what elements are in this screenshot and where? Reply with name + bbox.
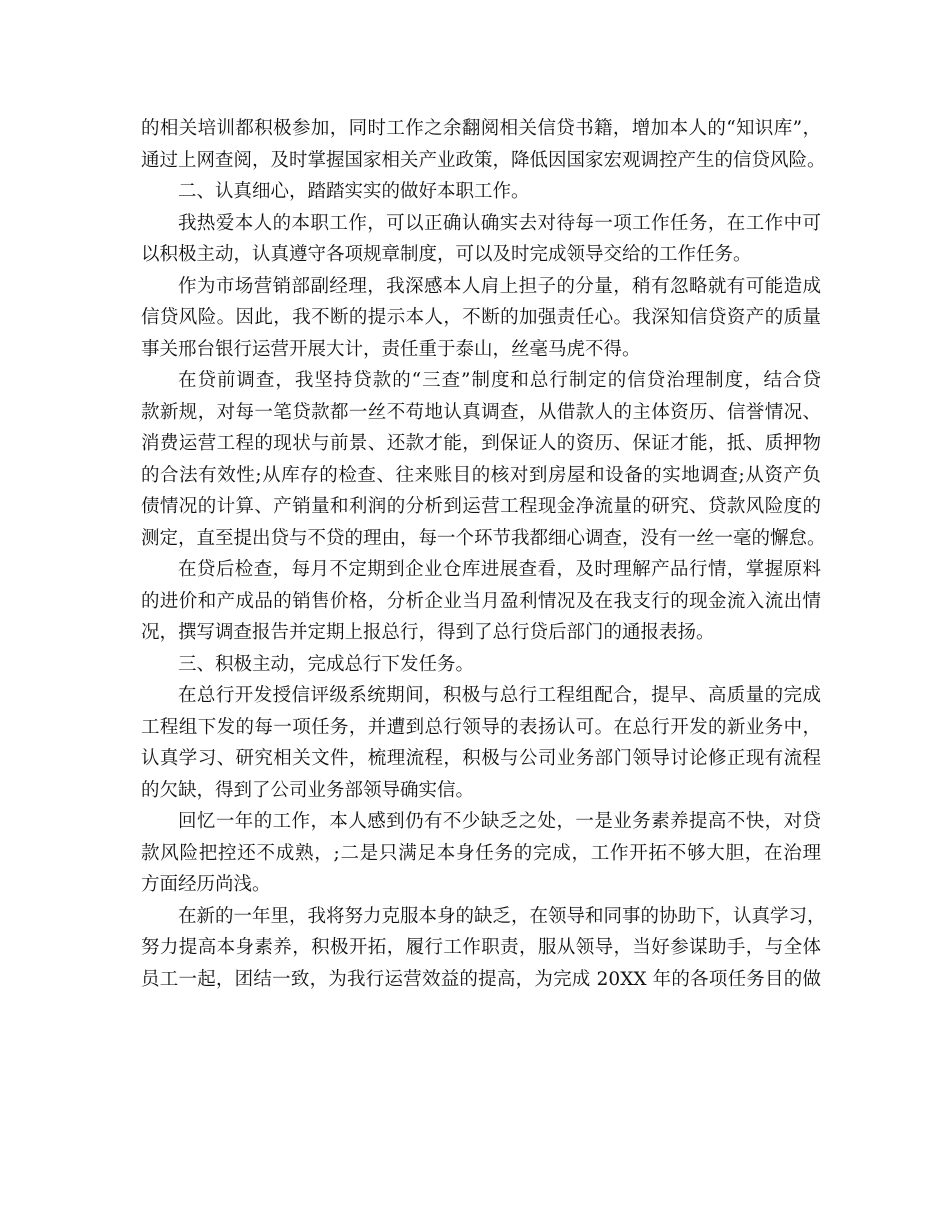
text-line: 作为市场营销部副经理，我深感本人肩上担子的分量，稍有忽略就有可能造成 (178, 275, 821, 297)
text-line: 的欠缺，得到了公司业务部领导确实信。 (141, 779, 475, 801)
text-line: 的相关培训都积极参加，同时工作之余翻阅相关信贷书籍，增加本人的“知识库”， (141, 118, 821, 139)
text-line: 在贷前调查，我坚持贷款的“三查”制度和总行制定的信贷治理制度，结合贷 (178, 370, 821, 391)
text-line: 的进价和产成品的销售价格，分析企业当月盈利情况及在我支行的现金流入流出情 (141, 590, 821, 612)
text-line: 在新的一年里，我将努力克服本身的缺乏，在领导和同事的协助下，认真学习， (178, 905, 826, 927)
text-line: 以积极主动，认真遵守各项规章制度，可以及时完成领导交给的工作任务。 (141, 244, 752, 265)
text-line: 认真学习、研究相关文件，梳理流程，积极与公司业务部门领导讨论修正现有流程 (141, 748, 821, 769)
text-line: 员工一起，团结一致，为我行运营效益的提高，为完成 20XX 年的各项任务目的做 (141, 968, 821, 990)
text-line: 回忆一年的工作，本人感到仍有不少缺乏之处，一是业务素养提高不快，对贷 (178, 811, 821, 832)
text-line: 我热爱本人的本职工作，可以正确认确实去对待每一项工作任务，在工作中可 (178, 212, 821, 234)
text-line: 消费运营工程的现状与前景、还款才能，到保证人的资历、保证才能，抵、质押物 (141, 433, 821, 454)
document-body (141, 113, 826, 995)
text-line: 在贷后检查，每月不定期到企业仓库进展查看，及时理解产品行情，掌握原料 (178, 559, 821, 580)
text-line: 测定，直至提出贷与不贷的理由，每一个环节我都细心调查，没有一丝一毫的懈怠。 (141, 527, 826, 549)
text-line: 款新规，对每一笔贷款都一丝不苟地认真调查，从借款人的主体资历、信誉情况、 (141, 401, 821, 423)
text-line: 况，撰写调查报告并定期上报总行，得到了总行贷后部门的通报表扬。 (141, 622, 715, 643)
text-line: 通过上网查阅，及时掌握国家相关产业政策，降低因国家宏观调控产生的信贷风险。 (141, 149, 826, 171)
text-line: 在总行开发授信评级系统期间，积极与总行工程组配合，提早、高质量的完成 (178, 685, 821, 706)
text-line: 债情况的计算、产销量和利润的分析到运营工程现金净流量的研究、贷款风险度的 (141, 496, 821, 517)
text-line: 努力提高本身素养，积极开拓，履行工作职责，服从领导，当好参谋助手，与全体 (141, 937, 821, 958)
text-line: 工程组下发的每一项任务，并遭到总行领导的表扬认可。在总行开发的新业务中， (141, 716, 821, 738)
text-line: 方面经历尚浅。 (141, 874, 271, 895)
text-line: 三、积极主动，完成总行下发任务。 (178, 653, 475, 675)
text-line: 的合法有效性;从库存的检查、往来账目的核对到房屋和设备的实地调查;从资产负 (141, 464, 821, 486)
text-line: 信贷风险。因此，我不断的提示本人，不断的加强责任心。我深知信贷资产的质量 (141, 307, 821, 328)
text-line: 款风险把控还不成熟，;二是只满足本身任务的完成，工作开拓不够大胆，在治理 (141, 842, 821, 864)
text-line: 二、认真细心，踏踏实实的做好本职工作。 (178, 181, 530, 202)
text-line: 事关邢台银行运营开展大计，责任重于泰山，丝毫马虎不得。 (141, 338, 641, 360)
